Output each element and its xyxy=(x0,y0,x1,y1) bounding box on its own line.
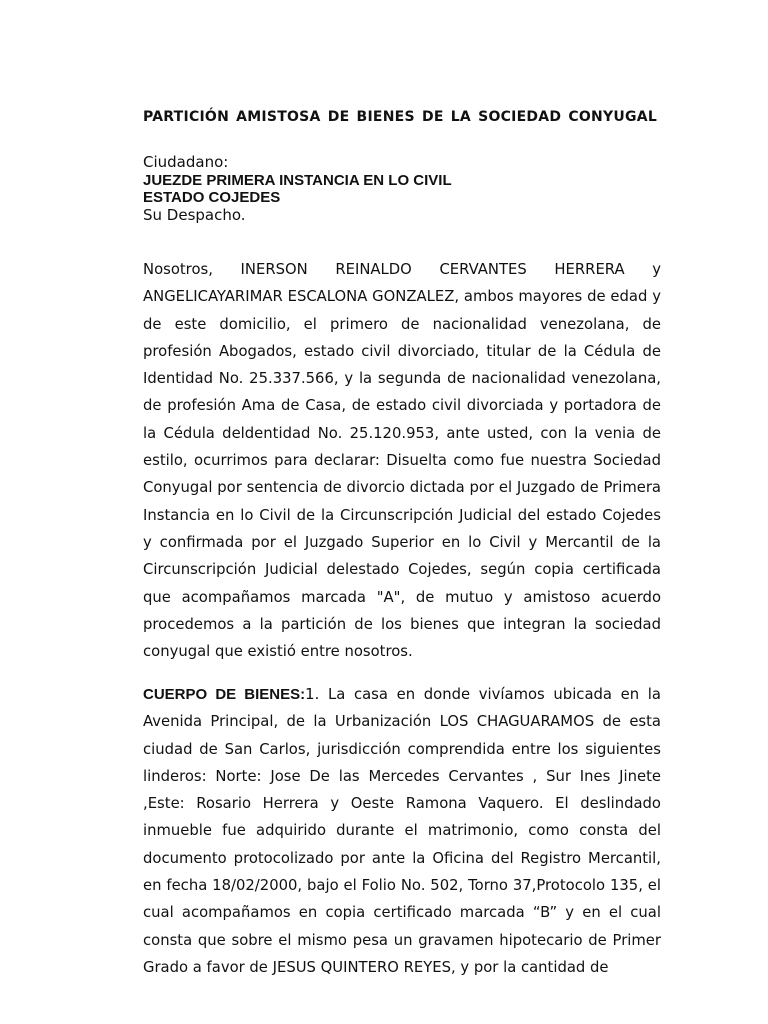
document-title: PARTICIÓN AMISTOSA DE BIENES DE LA SOCIEDAD CONYUGAL xyxy=(142,109,658,125)
recipient-line-2: ESTADO COJEDES xyxy=(143,189,281,206)
address-closing: Su Despacho. xyxy=(143,205,246,224)
assets-text: 1. La casa en donde vivíamos ubicada en la Avenida Principal, de la Urbanización LOS CHAGUARAMOS de esta ciudad de San Carlos, jurisdicción comprendida entre los siguientes linderos: Norte: Jose De las Mercedes Cervantes , Sur Ines Jinete ,Este: Rosario Herrera y Oeste Ramona Vaquero. El deslindado inmueble fue adquirido durante el matrimonio, como consta del documento protocolizado por ante la Oficina del Registro Mercantil, en fecha 18/02/2000, bajo el Folio No. 502, Torno 37,Protocolo 135, el cual acompañamos en copia certificado marcada “B” y en el cual consta que sobre el mismo pesa un gravamen hipotecario de Primer Grado a favor de JESUS QUINTERO REYES, y por la cantidad de xyxy=(143,686,661,976)
assets-heading: CUERPO DE BIENES: xyxy=(143,686,306,703)
assets-paragraph xyxy=(143,681,661,981)
intro-paragraph: Nosotros, INERSON REINALDO CERVANTES HERRERA y ANGELICAYARIMAR ESCALONA GONZALEZ, ambos mayores de edad y de este domicilio, el primero de nacionalidad venezolana, de profesión Abogados, estado civil divorciado, titular de la Cédula de Identidad No. 25.337.566, y la segunda de nacionalidad venezolana, de profesión Ama de Casa, de estado civil divorciada y portadora de la Cédula deldentidad No. 25.120.953, ante usted, con la venia de estilo, ocurrimos para declarar: Disuelta como fue nuestra Sociedad Conyugal por sentencia de divorcio dictada por el Juzgado de Primera Instancia en lo Civil de la Circunscripción Judicial del estado Cojedes y confirmada por el Juzgado Superior en lo Civil y Mercantil de la Circunscripción Judicial delestado Cojedes, según copia certificada que acompañamos marcada "A", de mutuo y amistoso acuerdo procedemos a la partición de los bienes que integran la sociedad conyugal que existió entre nosotros. xyxy=(143,261,661,661)
salutation: Ciudadano: xyxy=(143,153,229,171)
address-block xyxy=(143,154,663,224)
recipient-line-1: JUEZDE PRIMERA INSTANCIA EN LO CIVIL xyxy=(143,171,452,189)
